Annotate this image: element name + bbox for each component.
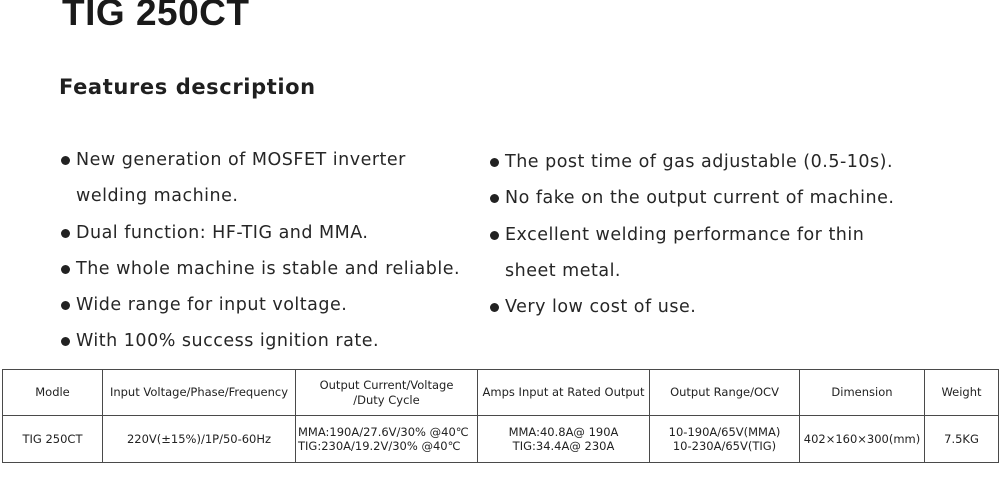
bullet-icon [61, 229, 70, 238]
cell-dimension-line: 402×160×300(mm) [803, 432, 921, 446]
header-model-line: Modle [35, 385, 70, 399]
cell-model [3, 416, 103, 463]
feature-item [490, 289, 894, 325]
spec-header-row [3, 370, 999, 416]
feature-item [490, 253, 894, 289]
feature-item [61, 178, 460, 214]
cell-output-range-line: 10-190A/65V(MMA) [668, 425, 781, 439]
header-amps-input [478, 370, 650, 416]
cell-output-current-line: TIG:230A/19.2V/30% @40℃ [298, 439, 461, 453]
cell-output-current [296, 416, 478, 463]
header-output-current-line: /Duty Cycle [353, 392, 420, 407]
cell-weight [925, 416, 999, 463]
feature-text: Dual function: HF-TIG and MMA. [76, 222, 369, 243]
feature-text: Wide range for input voltage. [76, 295, 348, 316]
feature-text: The whole machine is stable and reliable. [76, 258, 461, 279]
feature-text: With 100% success ignition rate. [76, 331, 380, 352]
header-output-current [296, 370, 478, 416]
spec-table [2, 369, 999, 463]
cell-dimension [800, 416, 925, 463]
header-output-range-line: Output Range/OCV [670, 385, 779, 399]
cell-input-voltage-line: 220V(±15%)/1P/50-60Hz [126, 432, 272, 446]
cell-output-range [650, 416, 800, 463]
cell-model-line: TIG 250CT [22, 432, 83, 446]
header-amps-input-line: Amps Input at Rated Output [482, 385, 645, 399]
feature-item [61, 323, 460, 359]
feature-item [61, 287, 460, 323]
bullet-icon [490, 194, 499, 203]
features-heading: Features description [59, 75, 316, 99]
feature-text: The post time of gas adjustable (0.5-10s). [505, 152, 894, 172]
feature-text: welding machine. [76, 186, 239, 207]
feature-item [61, 142, 460, 178]
header-weight [925, 370, 999, 416]
header-dimension [800, 370, 925, 416]
feature-item [490, 144, 894, 180]
features-list-right [490, 144, 894, 325]
bullet-icon [490, 231, 499, 240]
bullet-icon [61, 301, 70, 310]
feature-text: No fake on the output current of machine. [505, 188, 895, 209]
header-input-voltage [103, 370, 296, 416]
feature-text: Very low cost of use. [505, 297, 697, 318]
cell-amps-input-line: TIG:34.4A@ 230A [512, 439, 615, 453]
header-weight-line: Weight [941, 385, 982, 399]
cell-amps-input [478, 416, 650, 463]
cell-amps-input-line: MMA:40.8A@ 190A [508, 425, 619, 439]
feature-text: New generation of MOSFET inverter [76, 150, 406, 170]
header-input-voltage-line: Input Voltage/Phase/Frequency [109, 385, 289, 399]
feature-item [61, 251, 460, 287]
feature-item [61, 215, 460, 251]
cell-input-voltage [103, 416, 296, 463]
feature-text: Excellent welding performance for thin [505, 224, 865, 245]
product-title: TIG 250CT [62, 0, 250, 33]
bullet-icon [490, 303, 499, 312]
header-output-current-line: Output Current/Voltage [319, 377, 454, 392]
cell-output-range-line: 10-230A/65V(TIG) [672, 439, 777, 453]
header-model [3, 370, 103, 416]
spec-data-row [3, 416, 999, 463]
bullet-icon [61, 156, 70, 165]
feature-item [490, 180, 894, 216]
feature-text: sheet metal. [505, 260, 621, 281]
bullet-icon [61, 337, 70, 346]
feature-item [490, 217, 894, 253]
header-output-range [650, 370, 800, 416]
features-list-left [61, 142, 460, 360]
bullet-icon [490, 158, 499, 167]
cell-weight-line: 7.5KG [944, 432, 979, 446]
header-dimension-line: Dimension [831, 385, 893, 399]
bullet-icon [61, 265, 70, 274]
cell-output-current-line: MMA:190A/27.6V/30% @40℃ [298, 425, 469, 439]
